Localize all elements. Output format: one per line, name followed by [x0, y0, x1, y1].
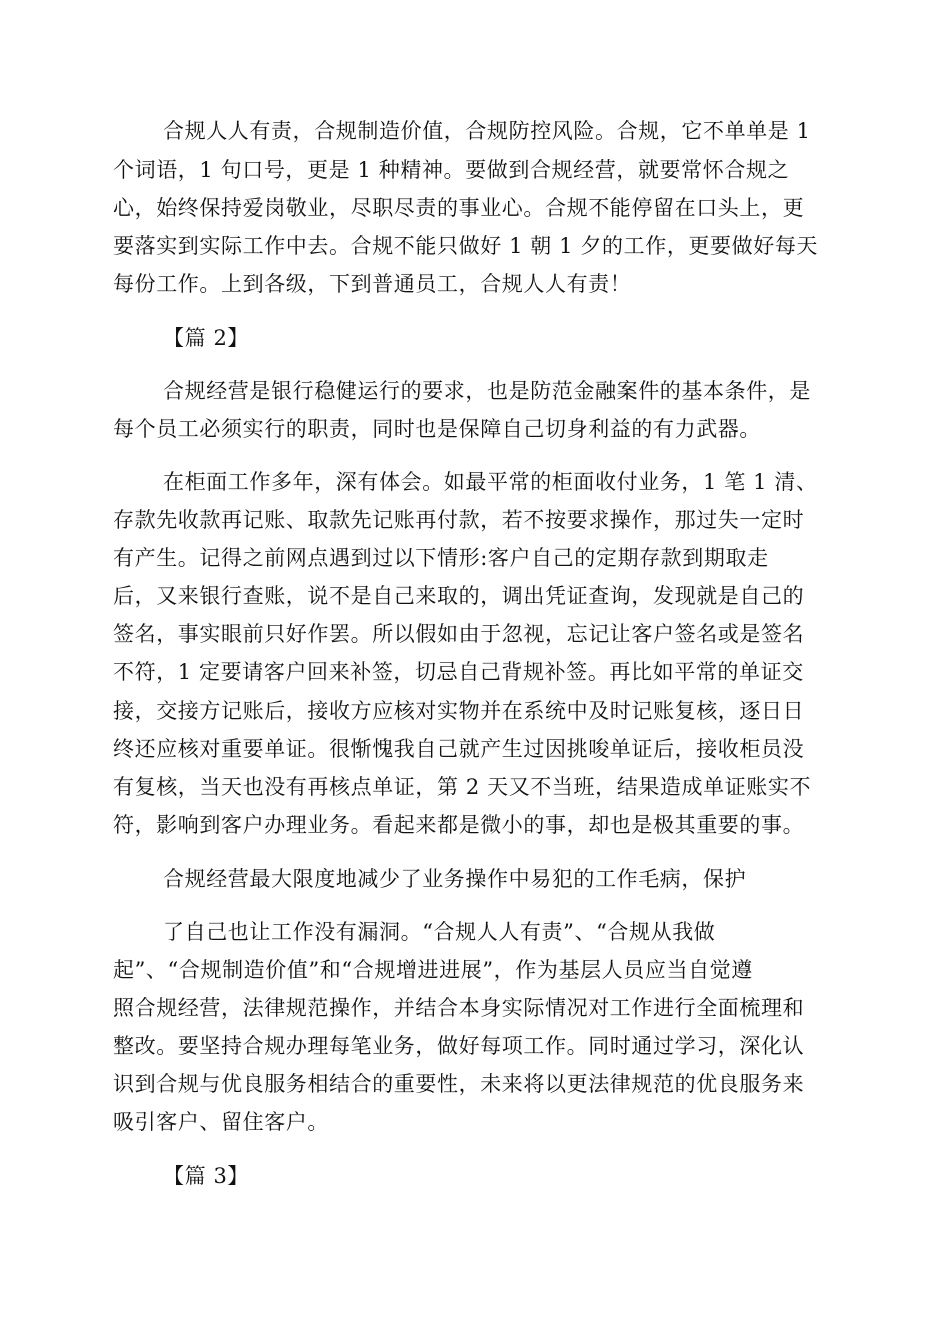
- paragraph-3-line-10: 符，影响到客户办理业务。看起来都是微小的事，却也是极其重要的事。: [113, 813, 805, 837]
- paragraph-5-line-1: 了自己也让工作没有漏洞。“合规人人有责”、“合规从我做: [163, 920, 716, 944]
- paragraph-5-line-3: 照合规经营，法律规范操作，并结合本身实际情况对工作进行全面梳理和: [113, 996, 805, 1020]
- paragraph-4-line-1: 合规经营最大限度地减少了业务操作中易犯的工作毛病，保护: [163, 867, 747, 891]
- paragraph-2-line-1: 合规经营是银行稳健运行的要求，也是防范金融案件的基本条件，是: [163, 379, 811, 403]
- paragraph-3-line-1: 在柜面工作多年，深有体会。如最平常的柜面收付业务，1 笔 1 清、: [163, 470, 818, 494]
- paragraph-3-line-8: 终还应核对重要单证。很惭愧我自己就产生过因挑唆单证后，接收柜员没: [113, 737, 805, 761]
- paragraph-1-line-1: 合规人人有责，合规制造价值，合规防控风险。合规，它不单单是 1: [163, 119, 811, 143]
- paragraph-3-line-9: 有复核，当天也没有再核点单证，第 2 天又不当班，结果造成单证账实不: [113, 775, 812, 799]
- paragraph-5-line-5: 识到合规与优良服务相结合的重要性，未来将以更法律规范的优良服务来: [113, 1072, 805, 1096]
- paragraph-3-line-7: 接，交接方记账后，接收方应核对实物并在系统中及时记账复核，逐日日: [113, 699, 805, 723]
- section-heading-3: 【篇 3】: [163, 1164, 250, 1188]
- paragraph-2-line-2: 每个员工必须实行的职责，同时也是保障自己切身利益的有力武器。: [113, 417, 761, 441]
- paragraph-1-line-2: 个词语，1 句口号，更是 1 种精神。要做到合规经营，就要常怀合规之: [113, 158, 790, 182]
- paragraph-5-line-6: 吸引客户、留住客户。: [113, 1110, 329, 1134]
- paragraph-3-line-5: 签名，事实眼前只好作罢。所以假如由于忽视，忘记让客户签名或是签名: [113, 622, 805, 646]
- paragraph-5-line-4: 整改。要坚持合规办理每笔业务，做好每项工作。同时通过学习，深化认: [113, 1034, 805, 1058]
- paragraph-3-line-3: 有产生。记得之前网点遇到过以下情形:客户自己的定期存款到期取走: [113, 546, 769, 570]
- paragraph-1-line-5: 每份工作。上到各级，下到普通员工，合规人人有责！: [113, 272, 632, 296]
- paragraph-3-line-2: 存款先收款再记账、取款先记账再付款，若不按要求操作，那过失一定时: [113, 508, 805, 532]
- paragraph-3-line-4: 后，又来银行查账，说不是自己来取的，调出凭证查询，发现就是自己的: [113, 584, 805, 608]
- paragraph-3-line-6: 不符，1 定要请客户回来补签，切忌自己背规补签。再比如平常的单证交: [113, 660, 804, 684]
- paragraph-1-line-4: 要落实到实际工作中去。合规不能只做好 1 朝 1 夕的工作，更要做好每天: [113, 234, 819, 258]
- paragraph-5-line-2: 起”、“合规制造价值”和“合规增进进展”，作为基层人员应当自觉遵: [113, 958, 753, 982]
- paragraph-1-line-3: 心，始终保持爱岗敬业，尽职尽责的事业心。合规不能停留在口头上，更: [113, 196, 805, 220]
- section-heading-2: 【篇 2】: [163, 326, 250, 350]
